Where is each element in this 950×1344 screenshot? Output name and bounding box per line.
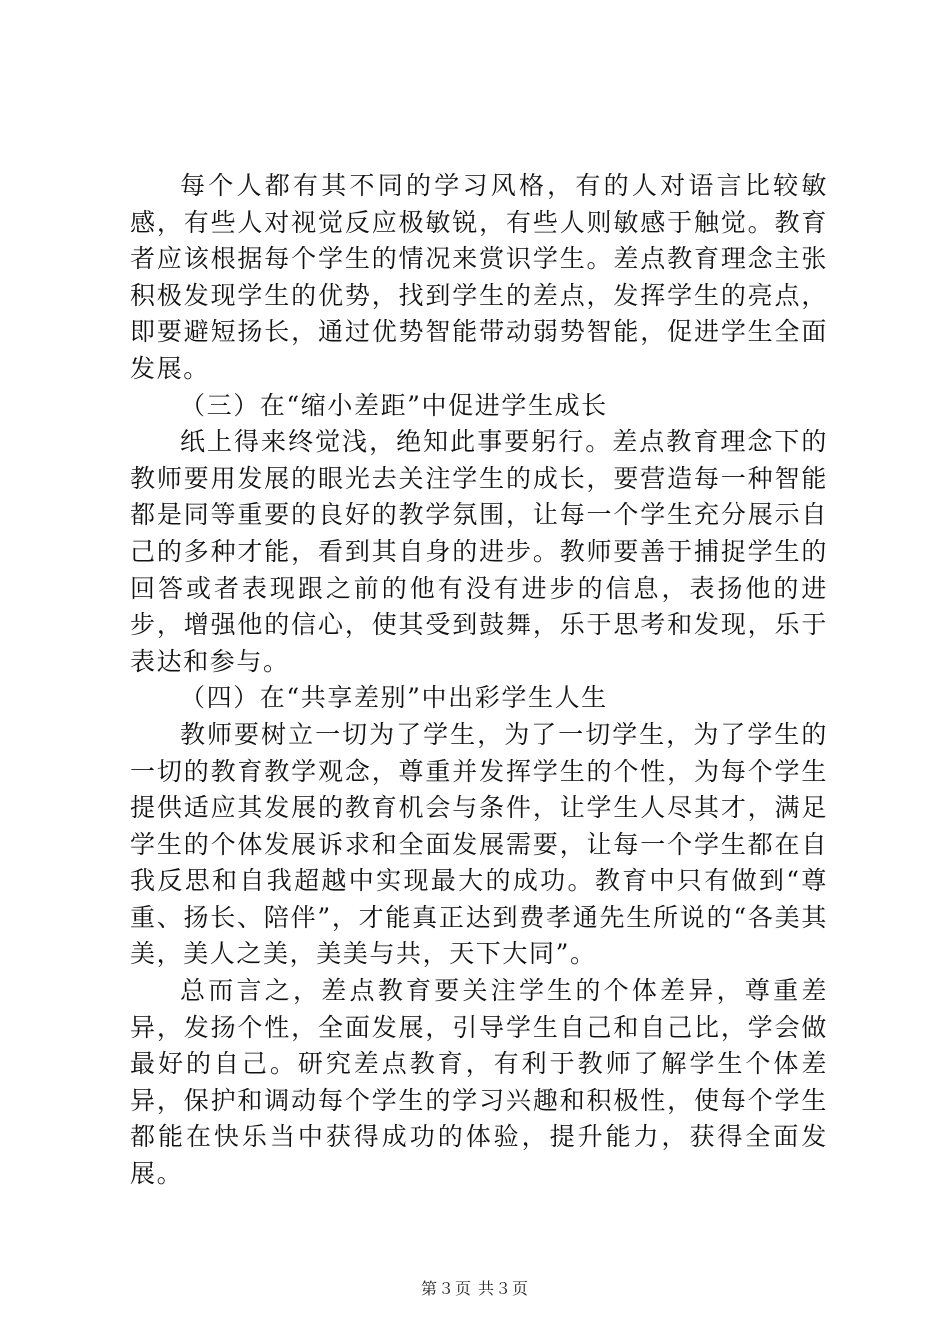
paragraph-growth: 纸上得来终觉浅，绝知此事要躬行。差点教育理念下的教师要用发展的眼光去关注学生的成长，要营造每一种智能都是同等重要的良好的教学氛围，让每一个学生充分展示自己的多种才能，看到其自身的进步。教师要善于捕捉学生的回答或者表现跟之前的他有没有进步的信息，表扬他的进步，增强他的信心，使其受到鼓舞，乐于思考和发现，乐于表达和参与。 xyxy=(130,427,828,676)
section-heading-four: （四）在“共享差别”中出彩学生人生 xyxy=(180,683,608,713)
section-heading-three: （三）在“缩小差距”中促进学生成长 xyxy=(180,390,608,420)
paragraph-conclusion: 总而言之，差点教育要关注学生的个体差异，尊重差异，发扬个性，全面发展，引导学生自己和自己比，学会做最好的自己。研究差点教育，有利于教师了解学生个体差异，保护和调动每个学生的学习兴趣和积极性，使每个学生都能在快乐当中获得成功的体验，提升能力，获得全面发展。 xyxy=(130,976,828,1189)
document-body xyxy=(130,168,828,1193)
page-number-footer: 第３页 共３页 xyxy=(420,1279,530,1298)
paragraph-learning-styles: 每个人都有其不同的学习风格，有的人对语言比较敏感，有些人对视觉反应极敏锐，有些人则敏感于触觉。教育者应该根据每个学生的情况来赏识学生。差点教育理念主张积极发现学生的优势，找到学生的差点，发挥学生的亮点，即要避短扬长，通过优势智能带动弱势智能，促进学生全面发展。 xyxy=(130,171,828,383)
paragraph-sharing-differences: 教师要树立一切为了学生，为了一切学生，为了学生的一切的教育教学观念，尊重并发挥学生的个性，为每个学生提供适应其发展的教育机会与条件，让学生人尽其才，满足学生的个体发展诉求和全面发展需要，让每一个学生都在自我反思和自我超越中实现最大的成功。教育中只有做到“尊重、扬长、陪伴”，才能真正达到费孝通先生所说的“各美其美，美人之美，美美与共，天下大同”。 xyxy=(130,719,828,969)
